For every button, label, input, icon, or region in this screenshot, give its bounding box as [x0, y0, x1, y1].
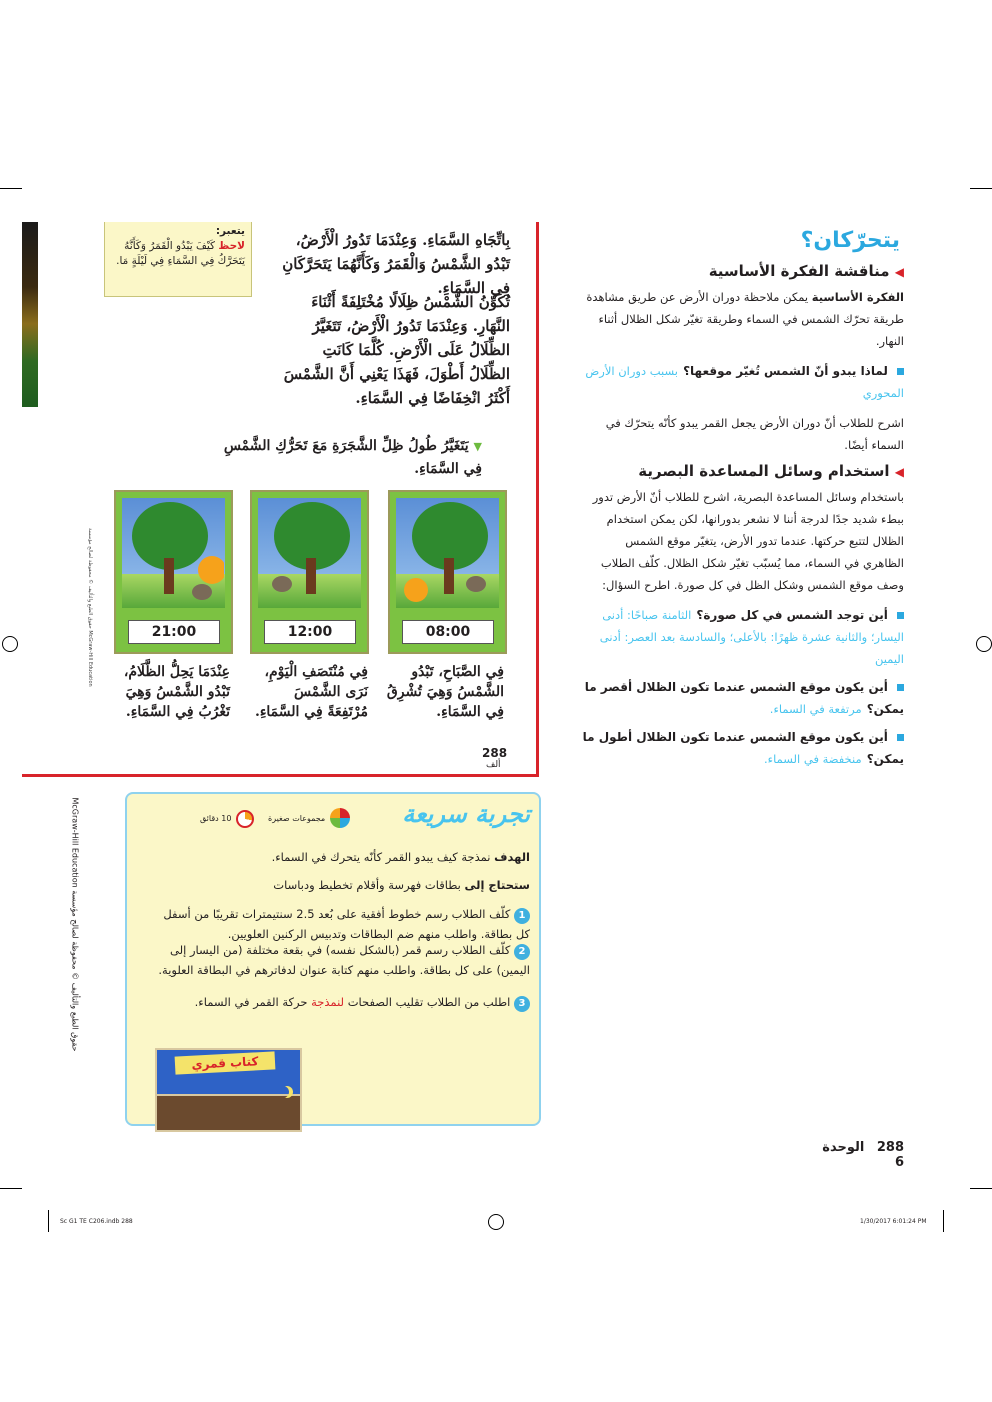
- step-number: 2: [514, 944, 530, 960]
- section-triangle-icon: ◀: [894, 265, 904, 279]
- step-text: كلّف الطلاب رسم قمر (بالشكل نفسه) في بقعة مختلفة (من اليسار إلى اليمين) على كل بطاقة. واطلب منهم كتابة عنوان لدفاترهم في البطاقة العلوية.: [158, 943, 530, 977]
- materials-label: ستحتاج إلى: [464, 878, 530, 892]
- step-text-highlight: لنمذجة: [311, 995, 345, 1009]
- quick-lab-materials: [140, 874, 530, 896]
- bullet-square-icon: [897, 734, 904, 741]
- registration-mark-icon: [2, 636, 18, 652]
- quick-lab-title: تجربة سريعة: [402, 800, 530, 828]
- section1-heading: مناقشة الفكرة الأساسية: [708, 262, 890, 280]
- step-text-pre: اطلب من الطلاب تقليب الصفحات: [347, 995, 511, 1009]
- crop-mark: [970, 188, 992, 189]
- caption-arrow-icon: ▼: [473, 440, 482, 453]
- group-icon: [330, 808, 350, 828]
- teacher-title: يتحرّكان؟: [800, 228, 900, 253]
- footer-page-number: 288: [876, 1140, 904, 1155]
- question-3: أين يكون موقع الشمس عندما تكون الظلال أقصر ما يمكن؟: [584, 680, 904, 716]
- note-title: يتعبر:: [215, 225, 245, 237]
- goal-text: نمذجة كيف يبدو القمر كأنّه يتحرك في السماء.: [271, 850, 491, 864]
- vertical-credit: McGraw-Hill Education حقوق الطبع والتأليف © محفوظة لصالح مؤسسة: [70, 797, 80, 1052]
- crop-mark: [0, 188, 22, 189]
- answer-2: الثامنة صباحًا: أدنى اليسار؛ والثانية عشرة ظهرًا: بالأعلى؛ والسادسة بعد العصر: أدنى اليمين: [599, 608, 904, 666]
- footer-unit-label: الوحدة 6: [822, 1140, 904, 1170]
- section-main-idea: [582, 262, 904, 456]
- lab-step-2: [150, 940, 530, 980]
- question-1: لماذا يبدو أنّ الشمس تُغيّر موقعها؟: [683, 364, 888, 378]
- crop-mark: [970, 1188, 992, 1189]
- panel-caption: فِي الصَّبَاحِ، تَبْدُو الشَّمْسُ وَهِيَ تُشْرِقُ فِي السَّمَاءِ.: [386, 664, 504, 720]
- answer-1: بسبب دوران الأرض المحوري: [585, 364, 904, 400]
- panel-caption: عِنْدَمَا يَحِلُّ الظَّلَامُ، تَبْدُو الشَّمْسُ وَهِيَ تَغْرُبُ فِي السَّمَاءِ.: [123, 664, 230, 720]
- file-info: Sc G1 TE C206.indb 288: [60, 1218, 133, 1225]
- note-box: [104, 222, 252, 297]
- crescent-moon-icon: [277, 1086, 289, 1098]
- photo-strip: [22, 222, 38, 407]
- quick-lab-goal: [140, 846, 530, 868]
- step-text: كلّف الطلاب رسم خطوط أفقية على بُعد 2.5 سنتيمترات تقريبًا من أسفل كل بطاقة. واطلب منهم ضم البطاقات وتدبيس الركنين العلويين.: [163, 907, 530, 941]
- moon-book-image: [155, 1048, 302, 1132]
- sun-panel-morning: [388, 490, 507, 654]
- student-paragraph-2: تُكَوِّنُ الشَّمْسُ ظِلَالًا مُخْتَلِفَةً أَثْنَاءَ النَّهَارِ. وَعِنْدَمَا تَدُورُ الْأَرْضُ، تَتَغَيَّرُ الظِّلَالُ عَلَى الْأَرْضِ. كُلَّمَا كَانَتِ الظِّلَالُ أَطْوَلَ، فَهَذَا يَعْنِي أَنَّ الشَّمْسَ أَكْثَرُ انْخِفَاضًا فِي السَّمَاءِ.: [283, 293, 510, 407]
- note-text: كَيْفَ يَبْدُو الْقَمَرُ وَكَأَنَّهُ يَتَحَرَّكُ فِي السَّمَاءِ فِي لَيْلَةٍ مَا.: [116, 240, 245, 267]
- registration-mark-icon: [488, 1214, 504, 1230]
- visual-aids-text: باستخدام وسائل المساعدة البصرية، اشرح للطلاب أنّ الأرض تدور ببطء شديد جدًا لدرجة أننا لا نشعر بدورانها، لكن يمكن استخدام الظلال لتتبع حركتها. عندما تدور الأرض، يتغيّر موقع الشمس الظاهري في السماء، مما يُسبّب تغيّر شكل الظلال. كلّف الطلاب وصف موقع الشمس وشكل الظل في كل صورة. اطرح السؤال:: [592, 490, 904, 592]
- sun-panel-noon: [250, 490, 369, 654]
- lab-step-3: [150, 992, 530, 1012]
- goal-label: الهدف: [494, 850, 530, 864]
- lab-step-1: [150, 904, 530, 944]
- step-number: 1: [514, 908, 530, 924]
- footer-unit: [812, 1140, 904, 1170]
- time-label: 08:00: [402, 620, 494, 644]
- tree-icon: [398, 498, 498, 608]
- vertical-credit-inset: حقوق الطبع والتأليف © محفوظة لصالح مؤسسة McGraw-Hill Education: [87, 528, 93, 687]
- bullet-square-icon: [897, 368, 904, 375]
- tree-icon: [260, 498, 360, 608]
- student-page-number: 288: [482, 746, 508, 760]
- bullet-square-icon: [897, 612, 904, 619]
- materials-text: بطاقات فهرسة وأقلام تخطيط ودباسات: [273, 878, 461, 892]
- registration-mark-icon: [976, 636, 992, 652]
- main-idea-text: يمكن ملاحظة دوران الأرض عن طريق مشاهدة طريقة تحرّك الشمس في السماء وطريقة تغيّر شكل الظلال أثناء النهار.: [586, 290, 904, 348]
- answer-4: منخفضة في السماء.: [764, 752, 862, 766]
- note-lahiz: لاحظ: [218, 240, 245, 252]
- book-title: كتاب قمري: [175, 1051, 276, 1074]
- date-info: 1/30/2017 6:01:24 PM: [860, 1218, 927, 1225]
- student-paragraph-1: بِاتِّجَاهِ السَّمَاءِ. وَعِنْدَمَا تَدُورُ الْأَرْضُ، تَبْدُو الشَّمْسُ وَالْقَمَرُ وَكَأَنَّهُمَا يَتَحَرَّكَانِ فِي السَّمَاءِ.: [282, 231, 510, 297]
- step-text-post: حركة القمر في السماء.: [194, 995, 308, 1009]
- student-page-word: ألف: [486, 760, 501, 770]
- sun-panel-evening: [114, 490, 233, 654]
- section-triangle-icon: ◀: [894, 465, 904, 479]
- tree-icon: [124, 498, 224, 608]
- caption-text: يَتَغَيَّرُ طُولُ ظِلِّ الشَّجَرَةِ مَعَ تَحَرُّكِ الشَّمْسِ فِي السَّمَاءِ.: [223, 438, 482, 477]
- image-caption: [212, 435, 482, 480]
- step-number: 3: [514, 996, 530, 1012]
- time-label: 21:00: [128, 620, 220, 644]
- main-idea-lead: الفكرة الأساسية: [811, 290, 904, 304]
- panel-caption: فِي مُنْتَصَفِ الْيَوْمِ، نَرَى الشَّمْسَ مُرْتَفِعَةً فِي السَّمَاءِ.: [254, 664, 368, 720]
- bullet-square-icon: [897, 684, 904, 691]
- explain-text: اشرح للطلاب أنّ دوران الأرض يجعل القمر يبدو كأنّه يتحرّك في السماء أيضًا.: [605, 416, 904, 452]
- crop-mark: [48, 1210, 49, 1232]
- crop-mark: [0, 1188, 22, 1189]
- crop-mark: [943, 1210, 944, 1232]
- group-label: مجموعات صغيرة: [268, 814, 326, 823]
- answer-3: مرتفعة في السماء.: [769, 702, 862, 716]
- time-label: 10 دقائق: [200, 814, 232, 823]
- question-2: أين توجد الشمس في كل صورة؟: [696, 608, 888, 622]
- timer-icon: [236, 810, 254, 828]
- section2-heading: استخدام وسائل المساعدة البصرية: [638, 462, 890, 480]
- question-4: أين يكون موقع الشمس عندما تكون الظلال أطول ما يمكن؟: [582, 730, 904, 766]
- section-visual-aids: [582, 462, 904, 770]
- time-label: 12:00: [264, 620, 356, 644]
